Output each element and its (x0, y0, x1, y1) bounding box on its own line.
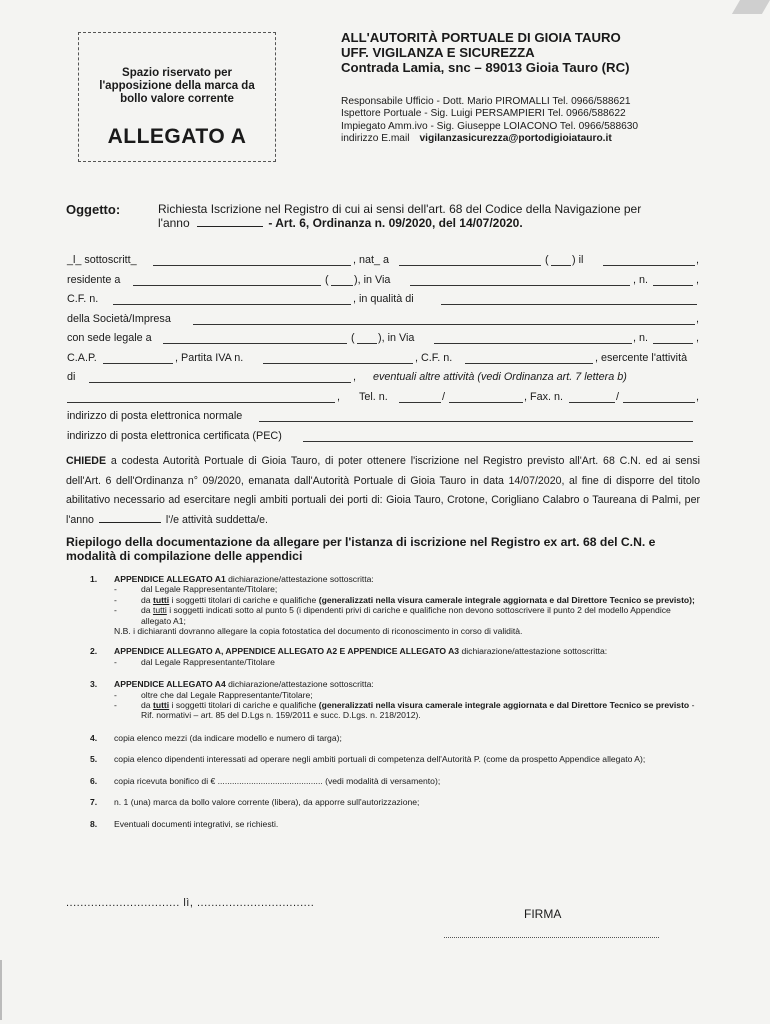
summary-heading: Riepilogo della documentazione da allegare per l'istanza di iscrizione nel Registro ex art. 68 del C.N. e modalità di compilazione delle appendici (66, 535, 656, 563)
item-text: Eventuali documenti integrativi, se richiesti. (114, 818, 279, 829)
email-label: indirizzo E.mail (341, 132, 410, 144)
place-date-line[interactable]: ................................ lì, ................................. (66, 897, 315, 909)
stamp-box-line: l'apposizione della marca da (99, 80, 255, 92)
email-address: vigilanzasicurezza@portodigioiatauro.it (419, 132, 612, 144)
page-corner-fold (732, 0, 770, 14)
form-text: , C.F. n. (415, 351, 453, 364)
form-text: ( (545, 254, 549, 266)
item-number: 5. (90, 754, 98, 765)
form-row (67, 293, 699, 313)
request-paragraph (66, 452, 700, 530)
stamp-box-text (79, 67, 275, 106)
sub-item-text: tutti (152, 605, 167, 616)
contact-line: Responsabile Ufficio - Dott. Mario PIROMALLI Tel. 0966/588621 (341, 96, 631, 107)
residence-number-field[interactable] (653, 285, 693, 286)
stamp-reserved-box (78, 32, 276, 162)
form-text: indirizzo di posta elettronica certificata (PEC) (67, 429, 282, 442)
legal-seat-number-field[interactable] (653, 343, 693, 344)
subject-text (158, 202, 703, 230)
sub-item-text: dal Legale Rappresentante/Titolare (141, 656, 275, 667)
form-text: con sede legale a (67, 332, 152, 344)
sub-item-text: da (141, 594, 151, 605)
fax-number-field[interactable] (623, 402, 695, 403)
sub-item-text: i soggetti indicati sotto al punto 5 (i dipendenti privi di cariche e qualifiche non devono sottoscrivere il punto 2 del modello Appendice allegato A1; (141, 605, 671, 626)
item-text: dichiarazione/attestazione sottoscritta: (228, 679, 374, 690)
name-field[interactable] (153, 265, 351, 266)
sub-item (114, 595, 702, 605)
form-text: / (616, 390, 619, 403)
form-row (67, 313, 699, 333)
phone-prefix-field[interactable] (399, 402, 441, 403)
request-text: a codesta Autorità Portuale di Gioia Tauro, di poter ottenere l'iscrizione nel Registro previsto all'Art. 68 C.N. ed ai sensi dell'Art. 6 dell'Ordinanza n° 09/2020, emanata dall'Autorità Portuale di Gioia Tauro in data 14/07/2020, al fine di disporre del titolo abilitativo necessario ad esercitare negli ambiti portuali dei porti di: Gioia Tauro, Crotone, Corigliano Calabro o Taureana di Palmi, per l'anno (66, 455, 700, 526)
residence-city-field[interactable] (133, 285, 321, 286)
item-text: n. 1 (una) marca da bollo valore corrente (libera), da apporre sull'autorizzazione; (114, 797, 420, 808)
form-row (67, 274, 699, 294)
documents-list (90, 574, 702, 829)
form-text: ) il (572, 254, 584, 266)
legal-seat-city-field[interactable] (163, 343, 347, 344)
form-text: C.F. n. (67, 293, 99, 305)
sub-item-text: i soggetti titolari di cariche e qualifiche (171, 700, 317, 711)
item-text: dichiarazione/attestazione sottoscritta: (228, 574, 374, 584)
sub-item (114, 657, 702, 667)
form-text: , (696, 332, 699, 344)
applicant-form (67, 254, 699, 449)
legal-seat-street-field[interactable] (434, 343, 632, 344)
stamp-box-line: Spazio riservato per (122, 67, 232, 79)
other-activities-field[interactable] (67, 402, 335, 403)
email-row (341, 133, 741, 145)
residence-street-field[interactable] (410, 285, 630, 286)
request-keyword: CHIEDE (66, 455, 107, 467)
subject-reference: - Art. 6, Ordinanza n. 09/2020, del 14/07/2020. (268, 216, 523, 230)
sub-item-text: i soggetti titolari di cariche e qualifiche (171, 594, 317, 605)
subject-year-label: l'anno (158, 216, 190, 230)
list-item (90, 733, 702, 743)
item-number: 3. (90, 679, 98, 690)
sub-item-text: da (141, 700, 151, 711)
form-text: C.A.P. (67, 351, 97, 364)
form-text: , (696, 390, 699, 403)
allegato-label: ALLEGATO A (107, 125, 247, 148)
form-text: ), in Via (354, 273, 391, 286)
pec-field[interactable] (303, 441, 693, 442)
form-text: , (696, 273, 699, 286)
birthplace-field[interactable] (399, 265, 541, 266)
list-item (90, 679, 702, 721)
form-text: ( (351, 332, 355, 344)
form-text: _l_ sottoscritt_ (67, 254, 137, 266)
request-tail: l'/e attività suddetta/e. (165, 513, 268, 526)
stamp-box-line: bollo valore corrente (120, 93, 234, 105)
form-text: , nat_ a (353, 254, 390, 266)
list-item (90, 776, 702, 786)
contacts-block (341, 96, 741, 145)
form-text: , (696, 254, 699, 266)
sub-item (114, 700, 702, 721)
item-text: dichiarazione/attestazione sottoscritta: (461, 646, 608, 657)
subject-label: Oggetto: (66, 202, 121, 217)
sub-item-text: oltre che dal Legale Rappresentante/Titolare; (141, 689, 313, 700)
contact-line: Ispettore Portuale - Sig. Luigi PERSAMPIERI Tel. 0966/588622 (341, 108, 626, 120)
subject-line: Richiesta Iscrizione nel Registro di cui ai sensi dell'art. 68 del Codice della Navigazione per (158, 202, 642, 216)
residence-province-field[interactable] (331, 285, 353, 286)
form-row (67, 410, 699, 430)
item-number: 2. (90, 646, 98, 657)
sub-item (114, 584, 702, 594)
fiscal-code-field[interactable] (113, 304, 351, 305)
form-row (67, 430, 699, 450)
email-field[interactable] (259, 421, 693, 422)
legal-seat-province-field[interactable] (357, 343, 377, 344)
form-text: , (337, 390, 340, 403)
sub-item (114, 605, 702, 626)
phone-number-field[interactable] (449, 402, 523, 403)
company-field[interactable] (193, 324, 695, 325)
sub-item-text: tutti (152, 700, 170, 711)
item-note: N.B. i dichiaranti dovranno allegare la copia fotostatica del documento di riconoscimento in corso di validità. (114, 626, 523, 637)
sub-item-text: - Rif. normativi – art. 85 del D.Lgs n. 159/2011 e succ. D.Lgs. n. 218/2012). (141, 700, 695, 721)
form-row (67, 371, 699, 391)
item-number: 8. (90, 818, 98, 829)
form-row (67, 391, 699, 411)
scan-edge (0, 960, 2, 1020)
sub-item-text: da (141, 605, 151, 616)
list-item (90, 574, 702, 636)
recipient-line: Contrada Lamia, snc – 89013 Gioia Tauro (RC) (341, 60, 630, 75)
form-text: , n. (633, 273, 649, 286)
form-row (67, 332, 699, 352)
signature-label: FIRMA (524, 907, 562, 921)
list-item (90, 797, 702, 807)
item-number: 1. (90, 574, 98, 584)
sub-item-text: (generalizzati nella visura camerale integrale aggiornata e dal Direttore Tecnico se previsto); (318, 594, 695, 605)
item-number: 4. (90, 732, 98, 743)
form-text: / (442, 390, 445, 403)
form-text: , (696, 312, 699, 325)
form-text: residente a (67, 273, 121, 286)
item-number: 6. (90, 775, 98, 786)
form-row (67, 254, 699, 274)
recipient-line: ALL'AUTORITÀ PORTUALE DI GIOIA TAURO (341, 30, 621, 45)
year-blank[interactable] (197, 216, 263, 227)
form-text: , in qualità di (353, 293, 414, 305)
list-item (90, 754, 702, 764)
list-item (90, 646, 702, 667)
sub-item-text: (generalizzati nella visura camerale integrale aggiornata e dal Direttore Tecnico se previsto (318, 700, 690, 711)
request-year-blank[interactable] (99, 512, 161, 523)
form-text: , (353, 371, 356, 383)
form-text: , Partita IVA n. (175, 351, 244, 364)
sub-item-text: tutti (152, 594, 170, 605)
list-item (90, 819, 702, 829)
item-text: copia ricevuta bonifico di € ............................................ (vedi modalità di versamento); (114, 775, 441, 786)
vat-number-field[interactable] (263, 363, 413, 364)
company-fiscal-code-field[interactable] (465, 363, 593, 364)
form-text: , esercente l'attività (595, 351, 688, 364)
cap-field[interactable] (103, 363, 173, 364)
form-text: , Fax. n. (524, 390, 564, 403)
signature-line[interactable] (444, 937, 659, 938)
form-text: ), in Via (378, 332, 415, 344)
fax-prefix-field[interactable] (569, 402, 615, 403)
item-heading: APPENDICE ALLEGATO A1 (114, 574, 226, 584)
item-number: 7. (90, 797, 98, 808)
contact-line: Impiegato Amm.ivo - Sig. Giuseppe LOIACONO Tel. 0966/588630 (341, 120, 639, 132)
form-text: ( (325, 273, 329, 286)
recipient-line: UFF. VIGILANZA E SICUREZZA (341, 45, 535, 60)
birth-province-field[interactable] (551, 265, 571, 266)
item-text: copia elenco mezzi (da indicare modello e numero di targa); (114, 732, 342, 743)
form-text: di (67, 371, 76, 383)
form-text: della Società/Impresa (67, 312, 171, 325)
form-text: Tel. n. (359, 390, 388, 403)
item-heading: APPENDICE ALLEGATO A, APPENDICE ALLEGATO A2 E APPENDICE ALLEGATO A3 (114, 646, 460, 657)
sub-item (114, 690, 702, 700)
form-text: eventuali altre attività (vedi Ordinanza art. 7 lettera b) (373, 371, 627, 383)
role-field[interactable] (441, 304, 697, 305)
sub-item-text: dal Legale Rappresentante/Titolare; (141, 584, 278, 595)
activity-field[interactable] (89, 382, 351, 383)
birthdate-field[interactable] (603, 265, 695, 266)
item-text: copia elenco dipendenti interessati ad operare negli ambiti portuali di competenza dell'Autorità P. (come da prospetto Appendice allegato A); (114, 754, 646, 765)
form-text: , n. (633, 332, 649, 344)
recipient-header (341, 30, 741, 75)
form-row (67, 352, 699, 372)
form-text: indirizzo di posta elettronica normale (67, 410, 243, 422)
item-heading: APPENDICE ALLEGATO A4 (114, 679, 226, 690)
